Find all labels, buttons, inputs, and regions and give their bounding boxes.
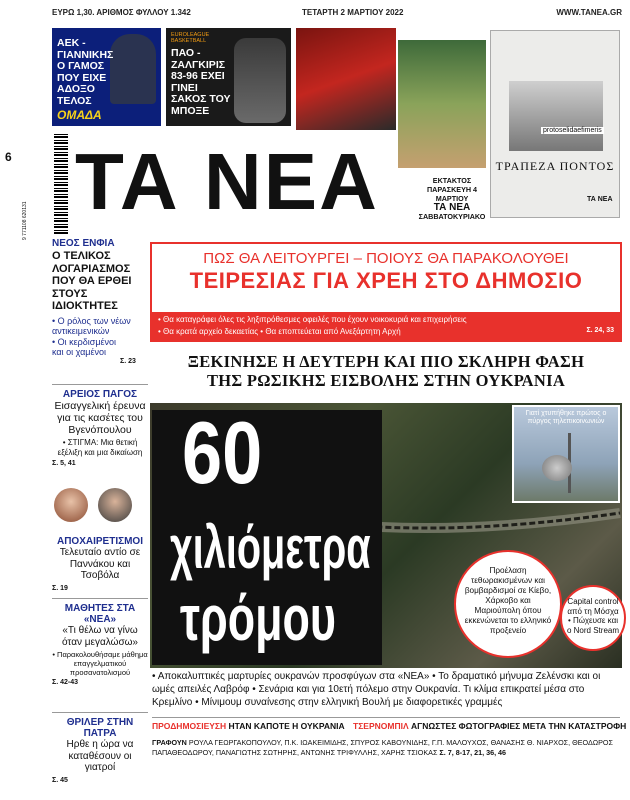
promo-pao[interactable] xyxy=(166,28,291,126)
credits-block xyxy=(152,738,620,758)
price-issue: ΕΥΡΩ 1,30. ΑΡΙΘΜΟΣ ΦΥΛΛΟΥ 1.342 xyxy=(52,8,191,17)
top-story-kicker: ΠΩΣ ΘΑ ΛΕΙΤΟΥΡΓΕΙ – ΠΟΙΟΥΣ ΘΑ ΠΑΡΑΚΟΛΟΥΘΕΙ xyxy=(203,250,569,267)
sidebar-story-enfia[interactable] xyxy=(52,238,148,365)
extra-issue-label xyxy=(414,176,490,221)
inset-photo-tower xyxy=(512,405,620,503)
kicker-areios: ΑΡΕΙΟΣ ΠΑΓΟΣ xyxy=(62,389,138,400)
extra-label-1: ΕΚΤΑΚΤΟΣ xyxy=(432,176,472,185)
portrait-pannakou xyxy=(54,488,88,522)
player-photo xyxy=(234,38,286,123)
headline-patra: Ηρθε η ώρα να καταθέσουν οι γιατροί xyxy=(66,739,134,773)
book-photo xyxy=(509,81,603,151)
main-body-text: • Αποκαλυπτικές μαρτυρίες ουκρανών προσφύγων στα «ΝΕΑ» • Το δραματικό μήνυμα Ζελένσκι και οι ωμές απειλές Λαβρόφ • Σενάρια και για 10ετή πόλεμο στην Ουκρανία. Τι κλίμα επικρατεί μέσα στο Κρεμλίνο • Μίνιμουμ συναίνεσης στην ελληνική Βουλή με διαφορετικές γραμμές xyxy=(152,671,601,708)
teaser-2-tag: ΤΣΕΡΝΟΜΠΙΛ xyxy=(353,721,409,731)
promo-aek[interactable] xyxy=(52,28,161,126)
main-headline-number: 60 xyxy=(182,403,263,502)
promo-aek-tag: ΟΜΑΔΑ xyxy=(57,108,102,122)
ref-students: Σ. 42-43 xyxy=(52,679,78,686)
kicker-enfia: ΝΕΟΣ ΕΝΦΙΑ xyxy=(52,238,115,249)
teaser-1-text: ΗΤΑΝ ΚΑΠΟΤΕ Η ΟΥΚΡΑΝΙΑ xyxy=(228,721,345,731)
teaser-1-tag: ΠΡΟΔΗΜΟΣΙΕΥΣΗ xyxy=(152,721,227,731)
teaser-strip[interactable] xyxy=(152,717,627,731)
kicker-students: ΜΑΘΗΤΕΣ ΣΤΑ «ΝΕΑ» xyxy=(64,603,136,625)
promo-aek-text: ΑΕΚ - ΓΙΑΝΝΙΚΗΣ Ο ΓΑΜΟΣ ΠΟΥ ΕΙΧΕ ΑΔΟΞΟ ΤΕΛΟΣ xyxy=(57,37,114,107)
bullet-enfia-2: • Οι κερδισμένοι και οι χαμένοι xyxy=(52,336,117,357)
top-story-bullet-2: • Θα κρατά αρχείο δεκαετίας • Θα εποπτεύεται από Ανεξάρτητη Αρχή xyxy=(158,327,401,336)
book-cover xyxy=(490,30,620,218)
top-story-bullet-1: • Θα καταγράφει όλες τις ληξιπρόθεσμες οφειλές που έχουν νοικοκυριά και επιχειρήσεις xyxy=(158,315,467,324)
sidebar-story-patra[interactable] xyxy=(52,712,148,784)
credits-tag: ΓΡΑΦΟΥΝ xyxy=(152,738,187,747)
inset-caption: Γιατί χτυπήθηκε πρώτος ο πύργος τηλεπικοινωνιών xyxy=(525,410,607,425)
dvd-cover xyxy=(398,40,486,168)
main-superhead-2: ΤΗΣ ΡΩΣΙΚΗΣ ΕΙΣΒΟΛΗΣ ΣΤΗΝ ΟΥΚΡΑΝΙΑ xyxy=(206,371,566,390)
book-title: ΤΡΑΠΕΖΑ ΠΟΝΤΟΣ xyxy=(495,159,615,173)
callout-capital-control: Capital control από τη Μόσχα • Πώχευσε και ο Nord Stream xyxy=(560,585,626,651)
top-story-ref: Σ. 24, 33 xyxy=(586,327,614,334)
book-brand: ΤΑ ΝΕΑ xyxy=(587,196,613,203)
top-bar xyxy=(52,6,622,20)
credits-names: ΡΟΥΛΑ ΓΕΩΡΓΑΚΟΠΟΥΛΟΥ, Π.Κ. ΙΩΑΚΕΙΜΙΔΗΣ, ΣΠΥΡΟΣ ΚΑΒΟΥΝΙΔΗΣ, Γ.Π. ΜΑΛΟΥΧΟΣ, ΘΑΝΑΣΗΣ Θ. ΝΙΑΡΧΟΣ, ΘΕΟΔΩΡΟΣ ΠΑΠΑΘΕΟΔΩΡΟΥ, ΠΑΝΑΓΙΩΤΗΣ ΣΩΤΗΡΗΣ, ΑΝΤΩΝΗΣ ΤΡΙΦΥΛΛΗΣ, ΧΑΡΗΣ ΤΣΙΟΚΑΣ xyxy=(152,738,613,757)
kicker-patra: ΘΡΙΛΕΡ ΣΤΗΝ ΠΑΤΡΑ xyxy=(66,717,134,739)
sidebar-story-farewell[interactable] xyxy=(52,536,148,592)
headline-areios: Εισαγγελική έρευνα για τις κασέτες του Βγενόπουλου xyxy=(54,400,146,436)
watermark: protoselidaefimeris xyxy=(543,127,602,134)
page-side-number: 6 xyxy=(5,150,12,164)
headline-enfia: Ο ΤΕΛΙΚΟΣ ΛΟΓΑΡΙΑΣΜΟΣ ΠΟΥ ΘΑ ΕΡΘΕΙ ΣΤΟΥΣ ΙΔΙΟΚΤΗΤΕΣ xyxy=(52,250,132,312)
teaser-2-text: ΑΓΝΩΣΤΕΣ ΦΩΤΟΓΡΑΦΙΕΣ ΜΕΤΑ ΤΗΝ ΚΑΤΑΣΤΡΟΦΗ xyxy=(411,721,627,731)
barcode xyxy=(54,134,68,234)
main-superhead xyxy=(150,352,622,390)
smoke-cloud xyxy=(542,455,572,481)
euroleague-badge: EUROLEAGUE BASKETBALL xyxy=(171,32,210,44)
headline-farewell: Τελευταίο αντίο σε Παννάκου και Τσοβόλα xyxy=(59,547,141,581)
bullet-students: • Παρακολουθήσαμε μάθημα επαγγελματικού προσανατολισμού xyxy=(52,650,148,677)
masthead-logo: ΤΑ ΝΕΑ xyxy=(75,137,379,226)
top-story-bullets xyxy=(152,312,620,340)
ref-enfia: Σ. 23 xyxy=(120,358,136,365)
barcode-number: 9 771108 620131 xyxy=(22,201,28,240)
ref-farewell: Σ. 19 xyxy=(52,584,68,592)
extra-label-4: ΣΑΒΒΑΤΟΚΥΡΙΑΚΟ xyxy=(418,212,486,221)
website: WWW.TANEA.GR xyxy=(556,8,622,17)
kicker-farewell: ΑΠΟΧΑΙΡΕΤΙΣΜΟΙ xyxy=(56,536,143,547)
callout-advance: Προέλαση τεθωρακισμένων και βομβαρδισμοί σε Κίεβο, Χάρκοβο και Μαριούπολη όπου εκκενώνεται το ελληνικό προξενείο xyxy=(454,550,562,658)
main-superhead-1: ΞΕΚΙΝΗΣΕ Η ΔΕΥΤΕΡΗ ΚΑΙ ΠΙΟ ΣΚΛΗΡΗ ΦΑΣΗ xyxy=(187,352,585,371)
headline-students: «Τι θέλω να γίνω όταν μεγαλώσω» xyxy=(62,625,138,648)
extra-label-2: ΠΑΡΑΣΚΕΥΗ 4 ΜΑΡΤΙΟΥ xyxy=(426,185,478,203)
top-story-headline: ΤΕΙΡΕΣΙΑΣ ΓΙΑ ΧΡΕΗ ΣΤΟ ΔΗΜΟΣΙΟ xyxy=(189,268,583,293)
bullet-areios: • ΣΤΙΓΜΑ: Μια θετική εξέλιξη και μια δικαίωση xyxy=(57,438,143,457)
sidebar-story-areios[interactable] xyxy=(52,384,148,467)
bullet-enfia-1: • Ο ρόλος των νέων αντικειμενικών xyxy=(52,315,131,336)
ref-areios: Σ. 5, 41 xyxy=(52,460,76,467)
magazine-cover xyxy=(296,28,396,130)
main-headline-word-2: τρόμου xyxy=(180,582,336,654)
portrait-tsovolas xyxy=(98,488,132,522)
main-headline-word-1: χιλιόμετρα xyxy=(170,514,371,581)
credits-ref: Σ. 7, 8-17, 21, 36, 46 xyxy=(439,748,507,757)
extra-label-3: ΤΑ ΝΕΑ xyxy=(433,202,471,213)
date: ΤΕΤΑΡΤΗ 2 ΜΑΡΤΙΟΥ 2022 xyxy=(302,8,404,17)
promo-pao-text: ΠΑΟ - ΖΑΛΓΚΙΡΙΣ 83-96 ΕΧΕΙ ΓΙΝΕΙ ΣΑΚΟΣ ΤΟΥ ΜΠΟΞΕ xyxy=(171,47,231,117)
ref-patra: Σ. 45 xyxy=(52,776,68,784)
sidebar-story-students[interactable] xyxy=(52,598,148,686)
